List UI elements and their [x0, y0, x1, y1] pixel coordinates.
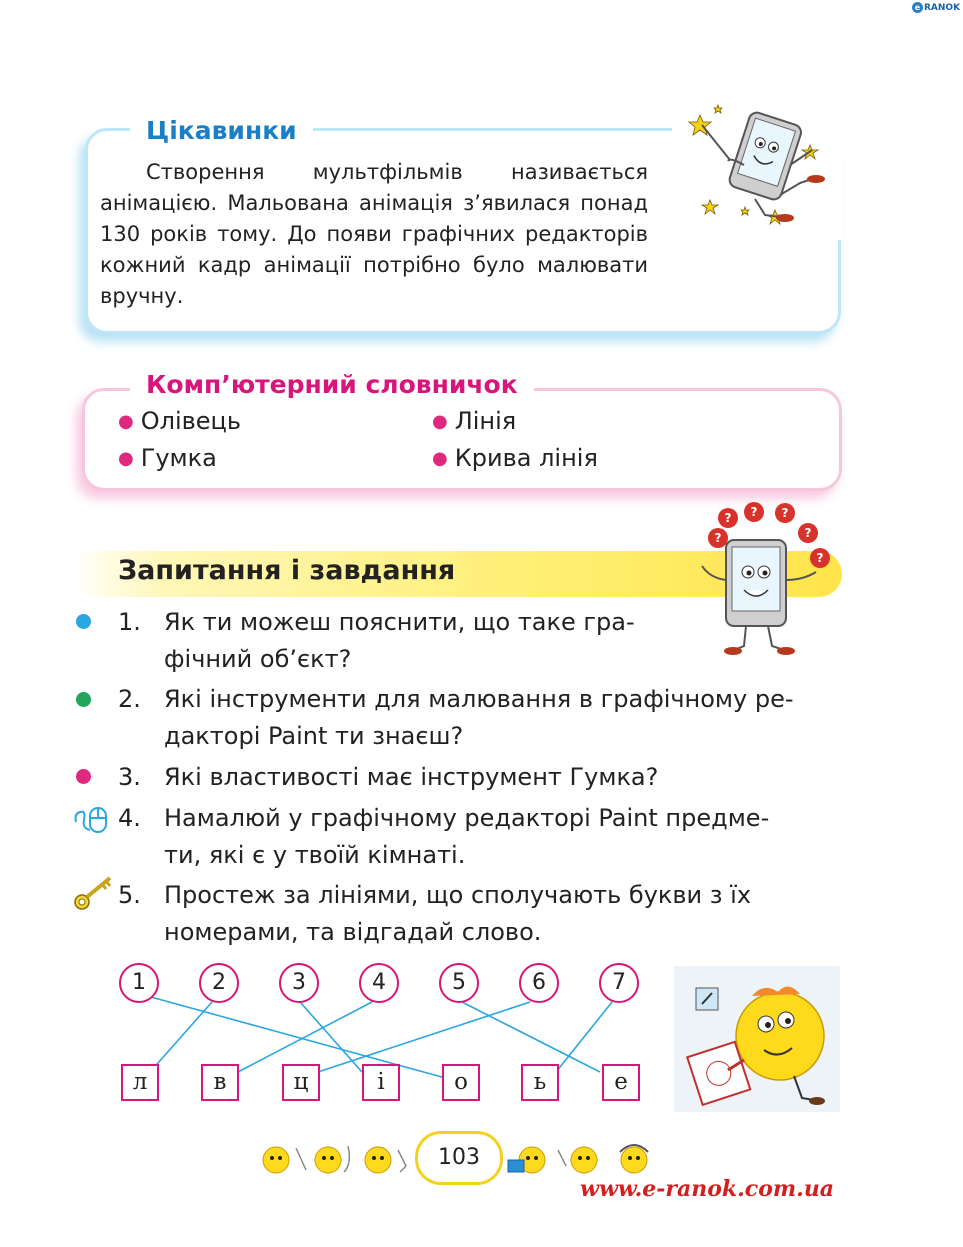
bullet-dot: ● — [118, 411, 134, 432]
svg-text:?: ? — [714, 531, 722, 545]
question-text: ти, які є у твоїй кімнаті. — [164, 841, 466, 869]
footer-smileys-right — [500, 1136, 660, 1180]
question-text: номерами, та відгадай слово. — [164, 918, 542, 946]
question-text: Які інструменти для малювання в графічному ре- — [164, 685, 794, 713]
question-number: 3. — [118, 763, 141, 791]
question-text: Як ти можеш пояснити, що таке гра- — [164, 608, 635, 636]
number-circle: 6 — [519, 963, 559, 1003]
number-circle: 4 — [359, 963, 399, 1003]
facts-title: Цікавинки — [130, 116, 313, 145]
bullet-dot: ● — [118, 448, 134, 469]
connector-line — [150, 1002, 212, 1072]
publisher-logo: e RANOK — [912, 2, 960, 13]
svg-text:?: ? — [781, 506, 789, 520]
svg-text:?: ? — [724, 511, 732, 525]
number-circle: 1 — [119, 963, 159, 1003]
website-url[interactable]: www.e-ranok.com.ua — [580, 1176, 835, 1202]
dictionary-item-label: Гумка — [140, 444, 217, 472]
question-text: дакторі Paint ти знаєш? — [164, 722, 464, 750]
question-number: 1. — [118, 608, 141, 636]
pencil-icon — [696, 988, 718, 1010]
svg-text:?: ? — [804, 526, 812, 540]
question-text: Простеж за лініями, що сполучають букви з їх — [164, 881, 752, 909]
letter-box: л — [121, 1064, 159, 1101]
number-circle: 2 — [199, 963, 239, 1003]
page-number: 103 — [415, 1131, 503, 1185]
dictionary-item-label: Крива лінія — [454, 444, 598, 472]
letter-box: і — [362, 1064, 400, 1101]
dictionary-title: Комп’ютерний словничок — [130, 370, 534, 399]
question-text: Намалюй у графічному редакторі Paint предме- — [164, 804, 770, 832]
connector-line — [556, 1002, 612, 1072]
logo-text: RANOK — [924, 3, 961, 13]
number-circle: 7 — [599, 963, 639, 1003]
questions-title: Запитання і завдання — [118, 555, 456, 586]
bullet-dot: ● — [432, 448, 448, 469]
svg-text:?: ? — [750, 505, 758, 519]
bullet-dot: ● — [432, 411, 448, 432]
connector-line — [318, 1002, 530, 1072]
connector-line — [462, 1002, 600, 1072]
question-number: 5. — [118, 881, 141, 909]
footer-smileys-left — [256, 1136, 416, 1180]
question-number: 2. — [118, 685, 141, 713]
number-circle: 3 — [279, 963, 319, 1003]
facts-text: Створення мультфільмів називається анімацією. Мальована анімація з’явилася понад 130 років тому. До появи графічних редакторів кожний кадр анімації потрібно було малювати вручну. — [100, 160, 648, 308]
svg-text:?: ? — [816, 551, 824, 565]
dictionary-item-label: Олівець — [140, 407, 242, 435]
letter-box: е — [602, 1064, 640, 1101]
letter-box: о — [442, 1064, 480, 1101]
dictionary-item-label: Лінія — [454, 407, 517, 435]
question-number: 4. — [118, 804, 141, 832]
letter-box: в — [201, 1064, 239, 1101]
letter-box: ь — [521, 1064, 559, 1101]
smiley-drawing-illustration — [674, 966, 840, 1112]
number-circle: 5 — [439, 963, 479, 1003]
question-text: Які властивості має інструмент Гумка? — [164, 763, 659, 791]
question-text: фічний об’єкт? — [164, 645, 352, 673]
letter-box: ц — [282, 1064, 320, 1101]
